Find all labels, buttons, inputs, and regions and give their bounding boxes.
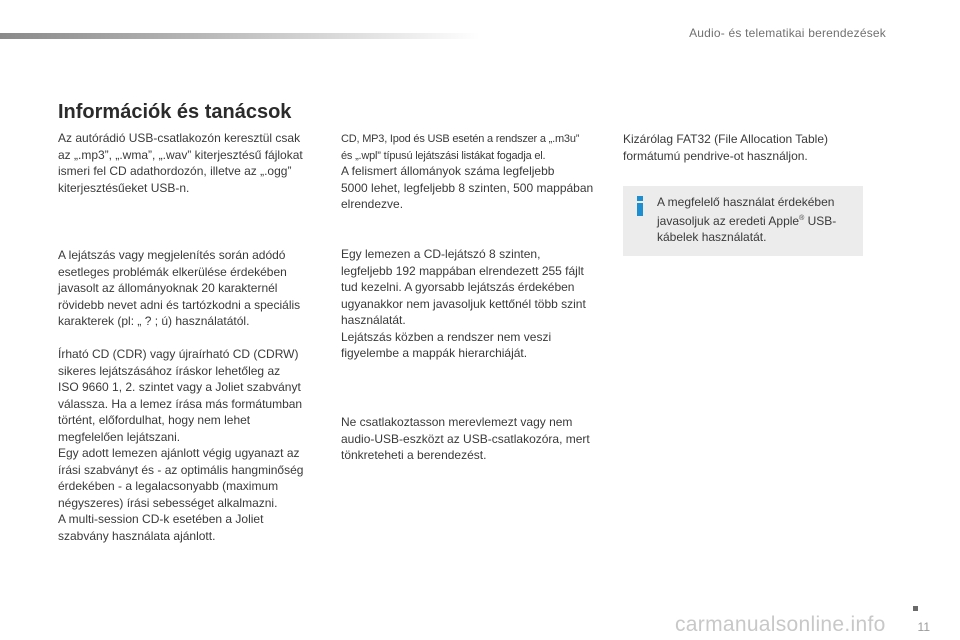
info-line-2-suffix: USB- [804,213,837,228]
text-line: válassza. Ha a lemez írása más formátumban [58,396,303,411]
registered-mark: ® [799,214,805,222]
text-line: 5000 lehet, legfeljebb 8 szinten, 500 mappában [341,180,594,195]
info-line-2-text: javasoljuk az eredeti Apple [657,213,800,228]
text-line: használatát. [341,313,406,327]
text-line: Kizárólag FAT32 (File Allocation Table) [623,132,828,146]
middle-paragraph-2 [341,246,586,362]
text-line: tud kezelni. A gyorsabb lejátszás érdekében [341,280,575,294]
text-line: rövidebb nevet adni és tartózkodni a speciális [58,297,301,312]
page-number: 11 [917,620,930,634]
left-paragraph-3 [58,346,303,544]
text-line: A lejátszás vagy megjelenítés során adódó [58,248,286,262]
text-line: és „.wpl” típusú lejátszási listákat fogadja el. [341,149,546,162]
text-line: történt, előfordulhat, hogy nem lehet [58,413,251,427]
page-corner-mark [913,606,918,611]
text-line: A multi-session CD-k esetében a Joliet [58,512,264,526]
right-paragraph-1 [623,131,828,164]
text-line: ISO 9660 1, 2. szintet vagy a Joliet szabványt [58,380,301,394]
text-line: az „.mp3”, „.wma”, „.wav” kiterjesztésű fájlokat [58,147,303,162]
text-line: Írható CD (CDR) vagy újraírható CD (CDRW) [58,347,299,361]
info-icon [633,196,647,216]
info-line-1: A megfelelő használat érdekében [657,195,835,209]
text-line: Egy adott lemezen ajánlott végig ugyanazt az [58,446,300,460]
text-line: írási szabványt és - az optimális hangminőség [58,462,304,477]
text-line: figyelembe a mappák hierarchiáját. [341,346,528,360]
text-line: legfeljebb 192 mappában elrendezett 255 fájlt [341,263,584,278]
middle-paragraph-playlists [341,131,579,164]
watermark: carmanualsonline.info [675,613,886,636]
page-title: Információk és tanácsok [58,101,292,123]
text-line: Lejátszás közben a rendszer nem veszi [341,329,552,344]
info-box-text [657,194,836,246]
middle-paragraph-1 [341,163,593,213]
text-line: tönkreteheti a berendezést. [341,448,487,462]
info-line-3: kábelek használatát. [657,230,767,244]
header-gradient-bar [0,33,480,39]
text-line: javasolt az állományoknak 20 karakternél [58,281,278,295]
text-line: audio-USB-eszközt az USB-csatlakozóra, mert [341,431,590,446]
text-line: Egy lemezen a CD-lejátszó 8 szinten, [341,247,541,261]
middle-paragraph-3 [341,414,590,464]
text-line: érdekében - a legalacsonyabb (maximum [58,479,279,493]
text-line: megfelelően lejátszani. [58,429,181,444]
left-paragraph-1 [58,130,303,196]
text-line: ugyanakkor nem javasoljuk kettőnél több szint [341,296,586,311]
text-line: sikeres lejátszásához íráskor lehetőleg az [58,363,281,378]
text-line: szabvány használata ajánlott. [58,528,216,543]
text-line: formátumú pendrive-ot használjon. [623,148,808,163]
text-line: CD, MP3, Ipod és USB esetén a rendszer a „.m3u” [341,133,580,145]
info-box [623,186,863,256]
text-line: A felismert állományok száma legfeljebb [341,164,555,178]
text-line: Az autórádió USB-csatlakozón keresztül csak [58,131,301,145]
section-title: Audio- és telematikai berendezések [689,26,886,40]
text-line: esetleges problémák elkerülése érdekében [58,264,287,279]
text-line: karakterek (pl: „ ? ; ú) használatától. [58,314,250,328]
text-line: ismeri fel CD adathordozón, illetve az „.ogg” [58,164,292,178]
text-line: Ne csatlakoztasson merevlemezt vagy nem [341,415,573,429]
text-line: négyszeres) írási sebességet alkalmazni. [58,495,278,510]
info-line-2 [657,211,836,230]
text-line: elrendezve. [341,197,404,211]
text-line: kiterjesztésűeket USB-n. [58,180,190,195]
left-paragraph-2 [58,247,300,330]
